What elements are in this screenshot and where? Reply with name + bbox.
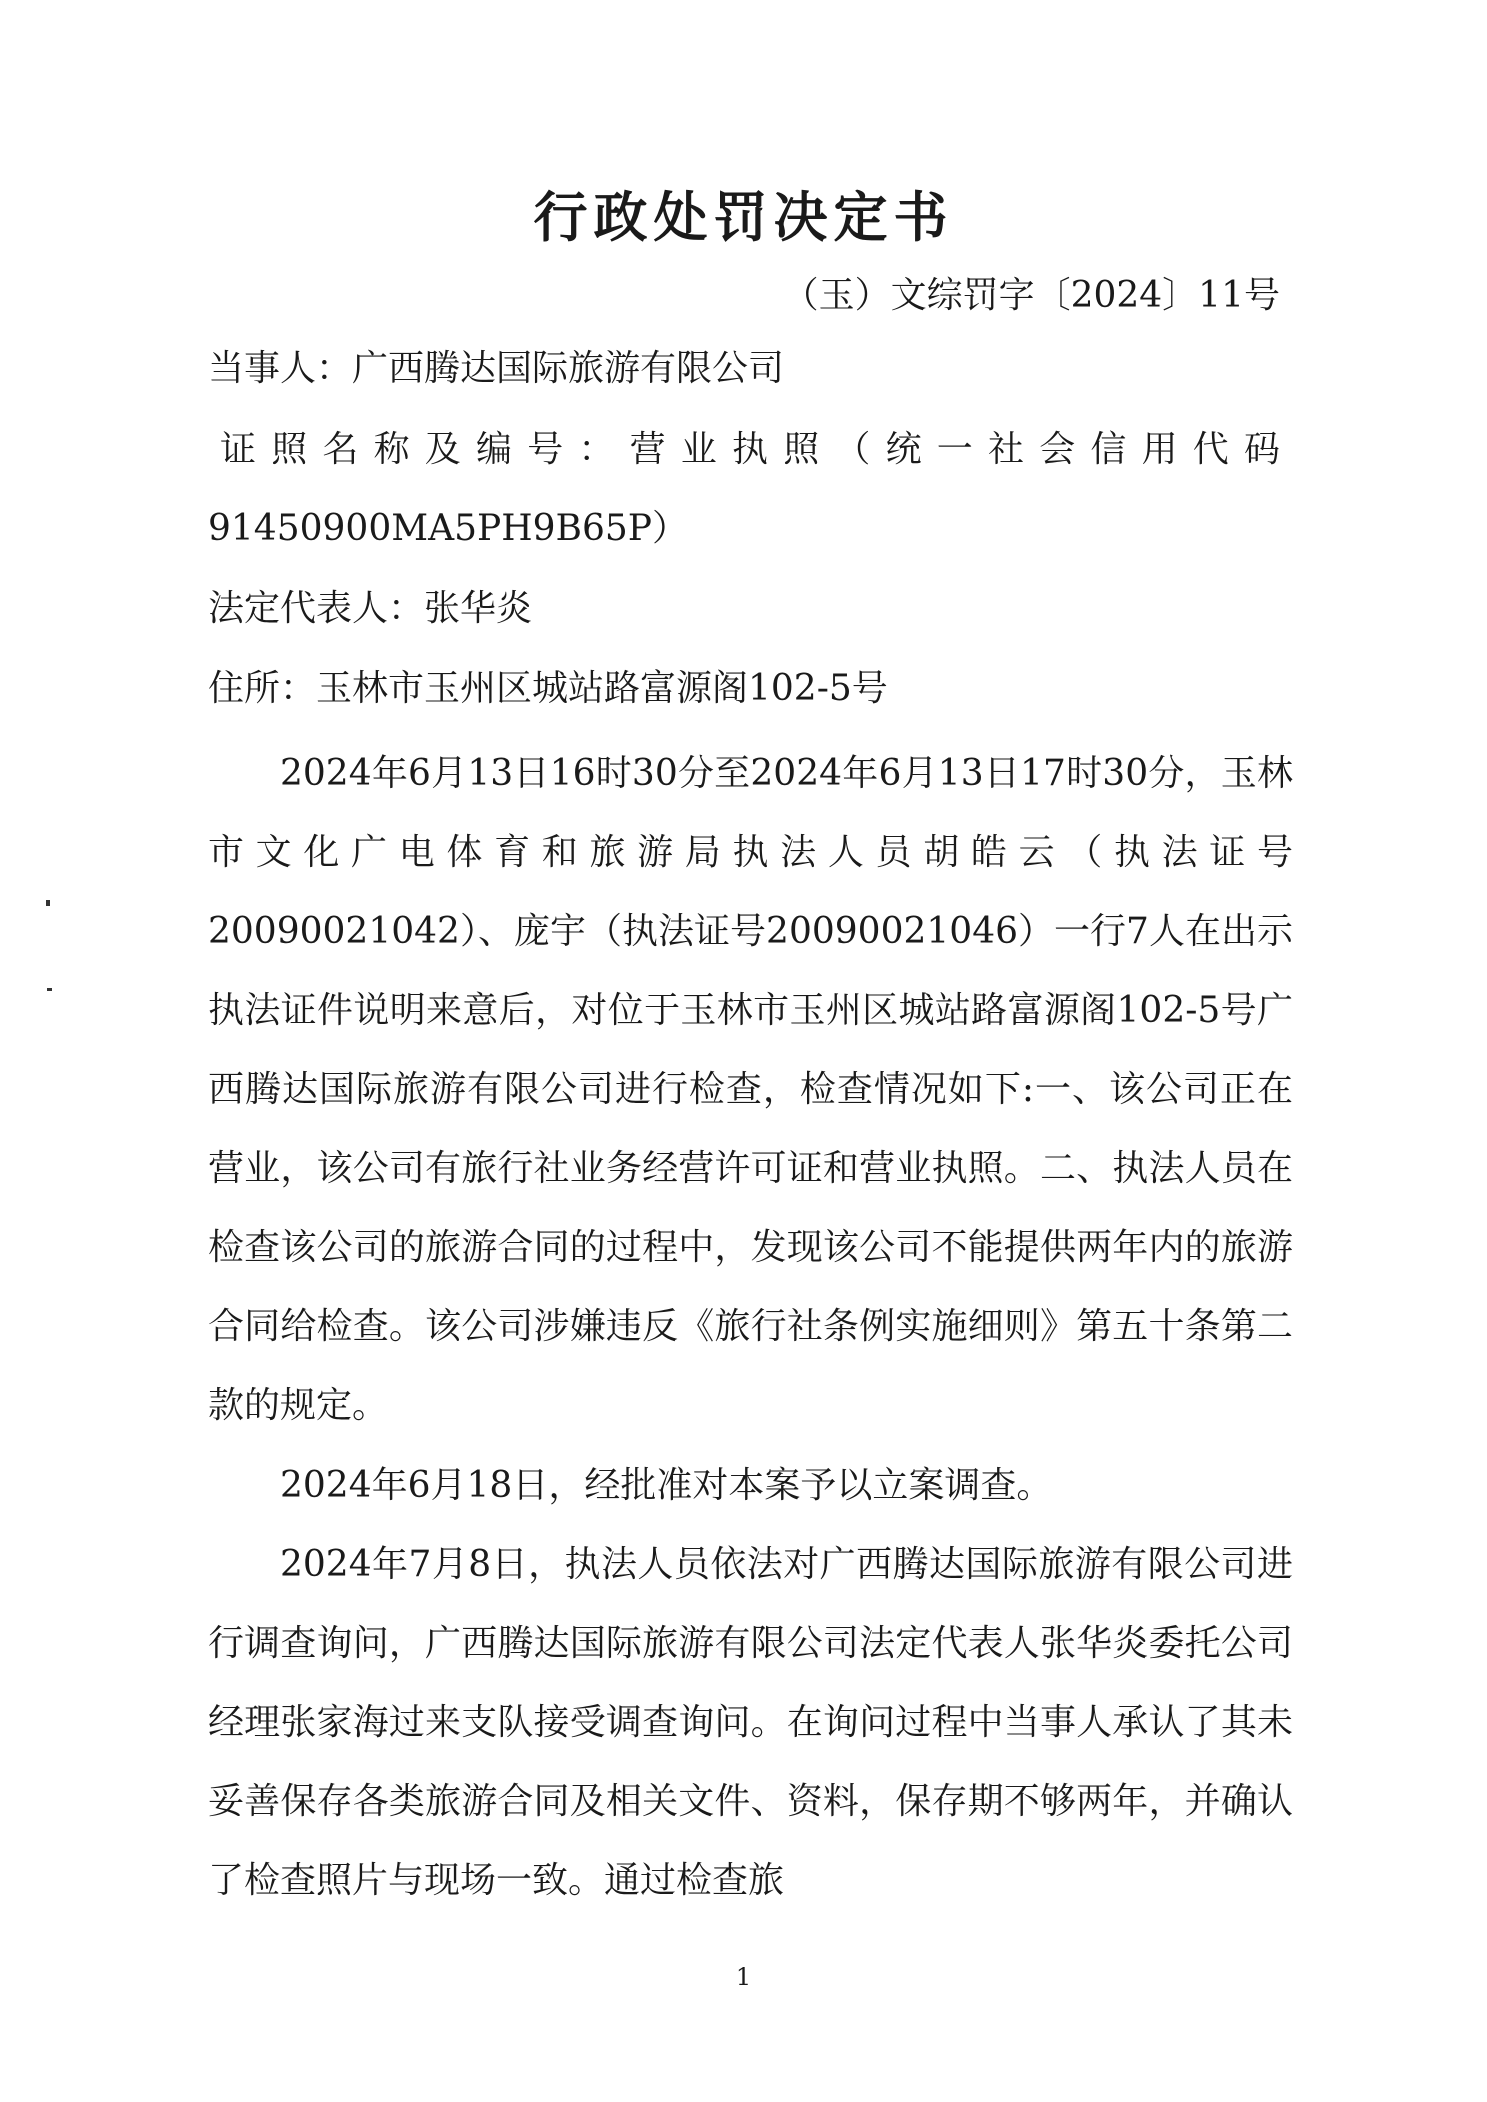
paragraph-case-filing: 2024年6月18日，经批准对本案予以立案调查。: [280, 1465, 1053, 1506]
address-line: 住所：玉林市玉州区城站路富源阁102-5号: [208, 668, 888, 709]
document-number: （玉）文综罚字〔2024〕11号: [782, 275, 1280, 316]
party-line: 当事人：广西腾达国际旅游有限公司: [208, 348, 785, 389]
scan-speck: [47, 988, 52, 991]
document-title: 行政处罚决定书: [533, 185, 954, 249]
legal-representative-line: 法定代表人：张华炎: [208, 588, 533, 629]
page-number: 1: [735, 1963, 752, 1991]
scan-speck: [46, 900, 50, 906]
paragraph-inspection: 2024年6月13日16时30分至2024年6月13日17时30分，玉林市文化广电体育和旅游局执法人员胡皓云（执法证号20090021042）、庞宇（执法证号20090021046）一行7人在出示执法证件说明来意后，对位于玉林市玉州区城站路富源阁102-5号广西腾达国际旅游有限公司进行检查，检查情况如下:一、该公司正在营业，该公司有旅行社业务经营许可证和营业执照。二、执法人员在检查该公司的旅游合同的过程中，发现该公司不能提供两年内的旅游合同给检查。该公司涉嫌违反《旅行社条例实施细则》第五十条第二款的规定。: [208, 753, 1293, 1426]
license-line-2: 91450900MA5PH9B65P）: [208, 508, 689, 549]
license-line-1: 证照名称及编号：营业执照（统一社会信用代码: [220, 429, 1280, 470]
paragraph-investigation: 2024年7月8日，执法人员依法对广西腾达国际旅游有限公司进行调查询问，广西腾达国际旅游有限公司法定代表人张华炎委托公司经理张家海过来支队接受调查询问。在询问过程中当事人承认了其未妥善保存各类旅游合同及相关文件、资料，保存期不够两年，并确认了检查照片与现场一致。通过检查旅: [208, 1544, 1293, 1901]
